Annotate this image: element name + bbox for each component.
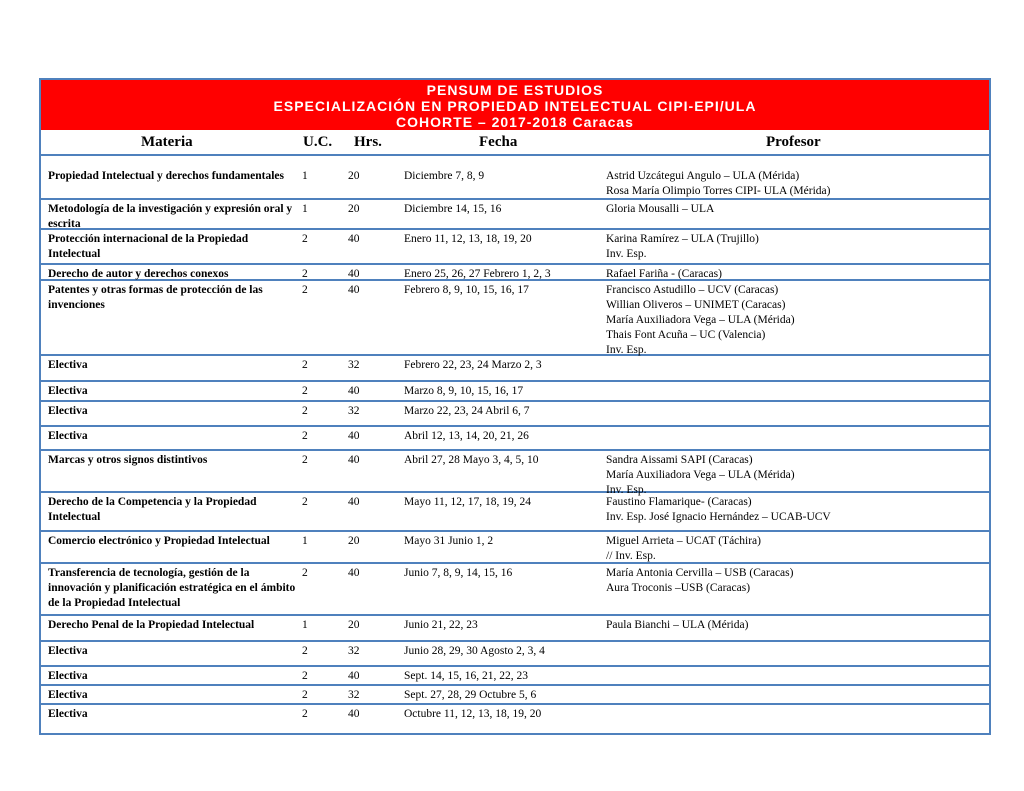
header-uc: U.C. bbox=[303, 134, 333, 150]
cell-hrs: 40 bbox=[348, 430, 360, 442]
cell-fecha: Junio 7, 8, 9, 14, 15, 16 bbox=[404, 567, 513, 579]
cell-profesor bbox=[606, 618, 986, 633]
cell-materia: Electiva bbox=[48, 385, 88, 397]
cell-hrs: 20 bbox=[348, 203, 360, 215]
cell-uc: 2 bbox=[302, 385, 308, 397]
table-row bbox=[41, 451, 989, 496]
cell-fecha: Junio 21, 22, 23 bbox=[404, 619, 478, 631]
cell-materia: Electiva bbox=[48, 670, 88, 682]
cell-fecha: Sept. 14, 15, 16, 21, 22, 23 bbox=[404, 670, 528, 682]
cell-materia: Derecho Penal de la Propiedad Intelectual bbox=[48, 619, 255, 631]
cell-hrs: 40 bbox=[348, 496, 360, 508]
cell-uc: 1 bbox=[302, 535, 308, 547]
table-row bbox=[41, 427, 989, 451]
cell-uc: 2 bbox=[302, 645, 308, 657]
cell-materia: Marcas y otros signos distintivos bbox=[48, 454, 208, 466]
table-row bbox=[41, 382, 989, 402]
header-materia: Materia bbox=[141, 134, 193, 150]
cell-materia: Electiva bbox=[48, 708, 88, 720]
cell-uc: 2 bbox=[302, 454, 308, 466]
cell-fecha: Enero 11, 12, 13, 18, 19, 20 bbox=[404, 233, 532, 245]
cell-hrs: 20 bbox=[348, 170, 360, 182]
profesor-line: Inv. Esp. bbox=[606, 344, 647, 356]
cell-fecha: Diciembre 7, 8, 9 bbox=[404, 170, 485, 182]
cell-profesor bbox=[606, 283, 986, 358]
cell-uc: 2 bbox=[302, 268, 308, 280]
cell-fecha: Marzo 22, 23, 24 Abril 6, 7 bbox=[404, 405, 530, 417]
table-header bbox=[41, 130, 989, 156]
cell-uc: 1 bbox=[302, 203, 308, 215]
table-row bbox=[41, 281, 989, 356]
table-row bbox=[41, 667, 989, 686]
cell-uc: 2 bbox=[302, 284, 308, 296]
header-profesor: Profesor bbox=[766, 134, 821, 150]
cell-hrs: 40 bbox=[348, 284, 360, 296]
cell-hrs: 20 bbox=[348, 535, 360, 547]
banner-program: ESPECIALIZACIÓN EN PROPIEDAD INTELECTUAL CIPI-EPI/ULA bbox=[273, 98, 757, 114]
table-row bbox=[41, 356, 989, 382]
cell-uc: 2 bbox=[302, 405, 308, 417]
cell-uc: 2 bbox=[302, 430, 308, 442]
cell-hrs: 40 bbox=[348, 454, 360, 466]
profesor-line: Inv. Esp. bbox=[606, 484, 647, 496]
cell-hrs: 32 bbox=[348, 359, 360, 371]
profesor-line: Francisco Astudillo – UCV (Caracas) bbox=[606, 284, 779, 296]
cell-profesor bbox=[606, 566, 986, 596]
cell-uc: 2 bbox=[302, 359, 308, 371]
table-row bbox=[41, 705, 989, 735]
cell-materia: Electiva bbox=[48, 405, 88, 417]
profesor-line: Paula Bianchi – ULA (Mérida) bbox=[606, 619, 749, 631]
profesor-line: // Inv. Esp. bbox=[606, 550, 656, 562]
cell-hrs: 40 bbox=[348, 708, 360, 720]
cell-materia: Comercio electrónico y Propiedad Intelectual bbox=[48, 535, 270, 547]
profesor-line: Karina Ramírez – ULA (Trujillo) bbox=[606, 233, 759, 245]
cell-fecha: Diciembre 14, 15, 16 bbox=[404, 203, 502, 215]
profesor-line: Astrid Uzcátegui Angulo – ULA (Mérida) bbox=[606, 170, 800, 182]
cell-fecha: Sept. 27, 28, 29 Octubre 5, 6 bbox=[404, 689, 537, 701]
table-row bbox=[41, 493, 989, 532]
cell-fecha: Mayo 31 Junio 1, 2 bbox=[404, 535, 494, 547]
cell-uc: 2 bbox=[302, 670, 308, 682]
cell-fecha: Octubre 11, 12, 13, 18, 19, 20 bbox=[404, 708, 542, 720]
cell-hrs: 32 bbox=[348, 689, 360, 701]
cell-materia: Electiva bbox=[48, 359, 88, 371]
cell-materia: Metodología de la investigación y expresión oral y escrita bbox=[48, 203, 293, 230]
profesor-line: María Auxiliadora Vega – ULA (Mérida) bbox=[606, 469, 795, 481]
cell-uc: 2 bbox=[302, 708, 308, 720]
cell-profesor bbox=[606, 202, 986, 217]
cell-uc: 2 bbox=[302, 233, 308, 245]
cell-uc: 1 bbox=[302, 619, 308, 631]
cell-hrs: 40 bbox=[348, 268, 360, 280]
table-row bbox=[41, 616, 989, 642]
profesor-line: Faustino Flamarique- (Caracas) bbox=[606, 496, 752, 508]
table-row bbox=[41, 230, 989, 265]
cell-profesor bbox=[606, 495, 986, 525]
table-row bbox=[41, 265, 989, 281]
cell-materia: Transferencia de tecnología, gestión de la innovación y planificación estratégica en el ámbito de la Propiedad Intelectual bbox=[48, 567, 296, 609]
cell-fecha: Marzo 8, 9, 10, 15, 16, 17 bbox=[404, 385, 524, 397]
cell-fecha: Mayo 11, 12, 17, 18, 19, 24 bbox=[404, 496, 532, 508]
cell-uc: 2 bbox=[302, 567, 308, 579]
profesor-line: Willian Oliveros – UNIMET (Caracas) bbox=[606, 299, 786, 311]
cell-materia: Electiva bbox=[48, 645, 88, 657]
table-row bbox=[41, 564, 989, 616]
cell-profesor bbox=[606, 267, 986, 282]
profesor-line: María Antonia Cervilla – USB (Caracas) bbox=[606, 567, 794, 579]
cell-materia: Electiva bbox=[48, 430, 88, 442]
cell-profesor bbox=[606, 534, 986, 564]
banner-title: PENSUM DE ESTUDIOS bbox=[426, 82, 604, 98]
cell-materia: Propiedad Intelectual y derechos fundamentales bbox=[48, 170, 284, 182]
cell-uc: 2 bbox=[302, 496, 308, 508]
profesor-line: Inv. Esp. José Ignacio Hernández – UCAB-UCV bbox=[606, 511, 831, 523]
profesor-line: Miguel Arrieta – UCAT (Táchira) bbox=[606, 535, 761, 547]
cell-materia: Patentes y otras formas de protección de las invenciones bbox=[48, 284, 263, 311]
cell-uc: 2 bbox=[302, 689, 308, 701]
cell-profesor bbox=[606, 453, 986, 498]
profesor-line: Inv. Esp. bbox=[606, 248, 647, 260]
cell-hrs: 20 bbox=[348, 619, 360, 631]
profesor-line: Thais Font Acuña – UC (Valencia) bbox=[606, 329, 766, 341]
cell-fecha: Febrero 8, 9, 10, 15, 16, 17 bbox=[404, 284, 529, 296]
cell-hrs: 32 bbox=[348, 645, 360, 657]
cell-materia: Derecho de autor y derechos conexos bbox=[48, 268, 229, 280]
cell-materia: Derecho de la Competencia y la Propiedad Intelectual bbox=[48, 496, 257, 523]
header-fecha: Fecha bbox=[479, 134, 518, 150]
cell-profesor bbox=[606, 169, 986, 199]
profesor-line: Sandra Aissami SAPI (Caracas) bbox=[606, 454, 753, 466]
table-row bbox=[41, 167, 989, 200]
table-row bbox=[41, 532, 989, 564]
cell-hrs: 40 bbox=[348, 385, 360, 397]
cell-fecha: Enero 25, 26, 27 Febrero 1, 2, 3 bbox=[404, 268, 551, 280]
table-row bbox=[41, 200, 989, 230]
cell-materia: Protección internacional de la Propiedad Intelectual bbox=[48, 233, 249, 260]
pensum-table bbox=[39, 78, 991, 735]
cell-materia: Electiva bbox=[48, 689, 88, 701]
cell-hrs: 40 bbox=[348, 233, 360, 245]
cell-hrs: 32 bbox=[348, 405, 360, 417]
profesor-line: Aura Troconis –USB (Caracas) bbox=[606, 582, 751, 594]
table-row bbox=[41, 686, 989, 705]
profesor-line: Rosa María Olimpio Torres CIPI- ULA (Mérida) bbox=[606, 185, 831, 197]
header-hrs: Hrs. bbox=[354, 134, 382, 150]
cell-hrs: 40 bbox=[348, 567, 360, 579]
cell-fecha: Junio 28, 29, 30 Agosto 2, 3, 4 bbox=[404, 645, 545, 657]
table-row bbox=[41, 642, 989, 667]
profesor-line: Rafael Fariña - (Caracas) bbox=[606, 268, 722, 280]
cell-fecha: Abril 12, 13, 14, 20, 21, 26 bbox=[404, 430, 529, 442]
cell-profesor bbox=[606, 232, 986, 262]
cell-hrs: 40 bbox=[348, 670, 360, 682]
cell-fecha: Febrero 22, 23, 24 Marzo 2, 3 bbox=[404, 359, 542, 371]
profesor-line: Gloria Mousalli – ULA bbox=[606, 203, 715, 215]
cell-fecha: Abril 27, 28 Mayo 3, 4, 5, 10 bbox=[404, 454, 539, 466]
banner-cohort: COHORTE – 2017-2018 Caracas bbox=[396, 114, 634, 130]
title-banner bbox=[41, 80, 989, 130]
cell-uc: 1 bbox=[302, 170, 308, 182]
profesor-line: María Auxiliadora Vega – ULA (Mérida) bbox=[606, 314, 795, 326]
table-row bbox=[41, 402, 989, 427]
